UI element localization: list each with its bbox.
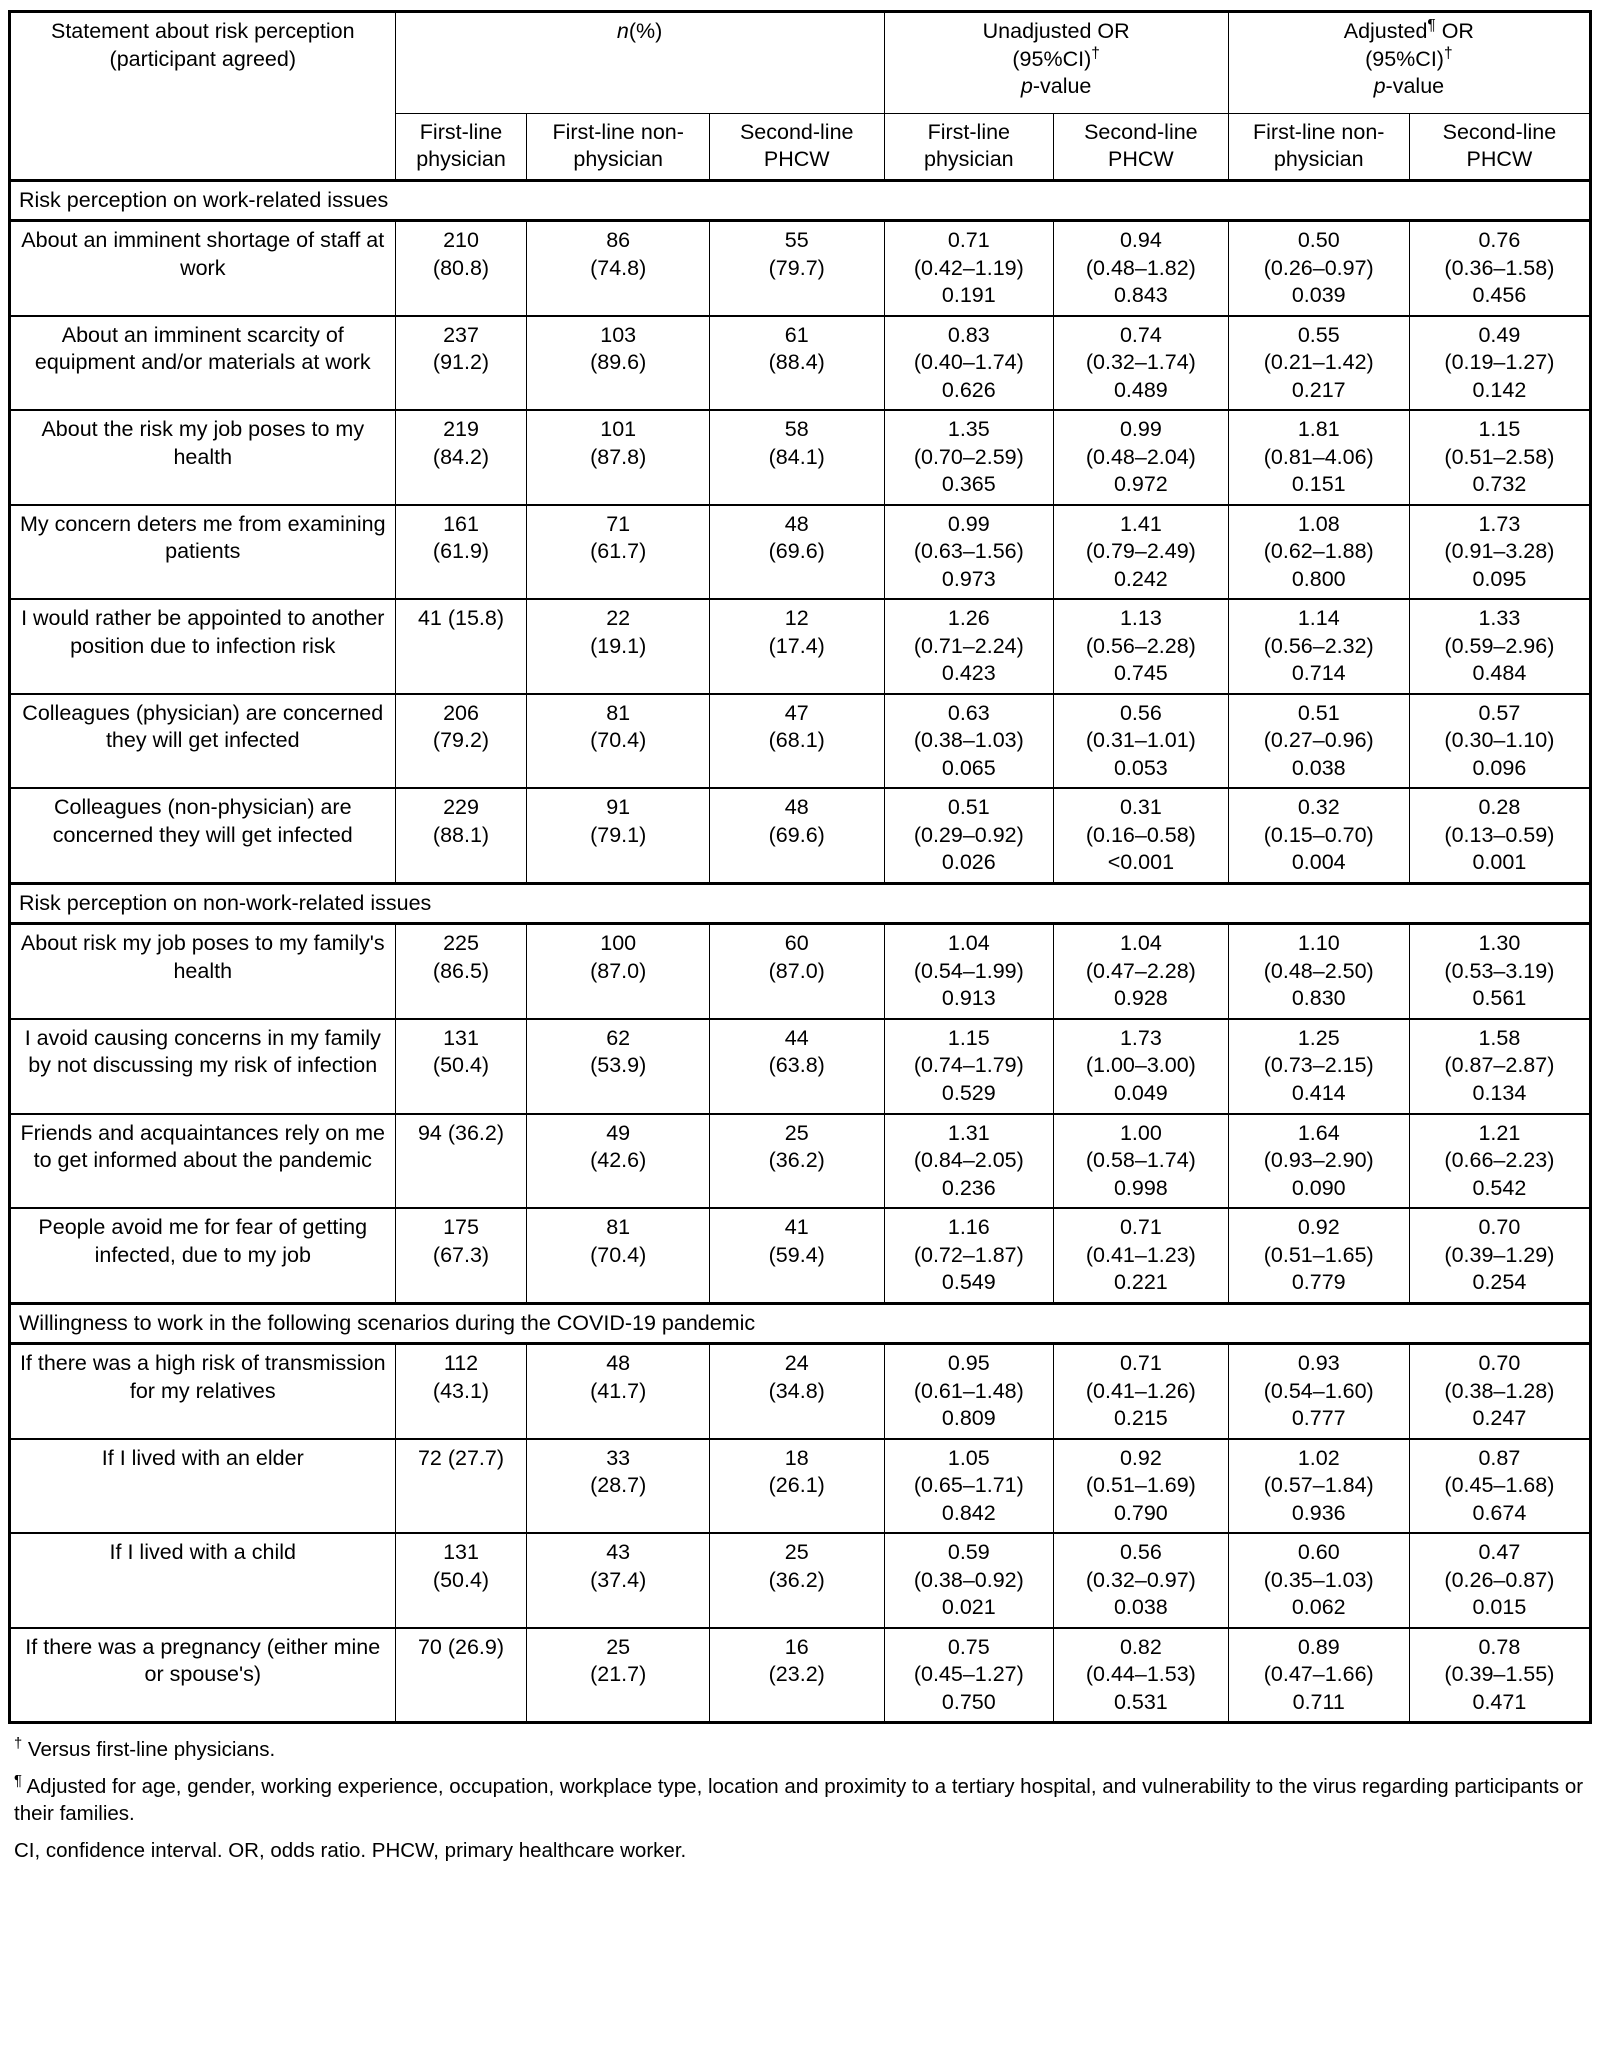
- table-row: [10, 1208, 1591, 1303]
- footnote-text: CI, confidence interval. OR, odds ratio. PHCW, primary healthcare worker.: [14, 1838, 687, 1862]
- statement-cell: If there was a pregnancy (either mine or spouse's): [10, 1628, 396, 1723]
- section-title: Risk perception on work-related issues: [10, 180, 1591, 221]
- unadjusted-second-line-phcw: 1.41 (0.79–2.49) 0.242: [1054, 505, 1229, 600]
- pilcrow-marker-icon: ¶: [1427, 16, 1436, 34]
- table-row: [10, 599, 1591, 694]
- header-group-adjusted-or: [1228, 12, 1590, 114]
- n-second-line-phcw: 12 (17.4): [709, 599, 884, 694]
- n-first-line-physician: 210 (80.8): [395, 221, 527, 316]
- adjusted-second-line-phcw: 1.73 (0.91–3.28) 0.095: [1409, 505, 1590, 600]
- adjusted-first-line-non-physician: 1.08 (0.62–1.88) 0.800: [1228, 505, 1409, 600]
- unadjusted-second-line-phcw: 0.71 (0.41–1.23) 0.221: [1054, 1208, 1229, 1303]
- subheader-adj-first-line-non-physician: First-line non-physician: [1228, 113, 1409, 180]
- adjusted-second-line-phcw: 1.33 (0.59–2.96) 0.484: [1409, 599, 1590, 694]
- adjusted-first-line-non-physician: 1.02 (0.57–1.84) 0.936: [1228, 1439, 1409, 1534]
- statement-cell: My concern deters me from examining patients: [10, 505, 396, 600]
- subheader-n-first-line-non-physician: First-line non-physician: [527, 113, 709, 180]
- footnote-3: [14, 1837, 1588, 1864]
- n-first-line-physician: 219 (84.2): [395, 410, 527, 505]
- n-second-line-phcw: 47 (68.1): [709, 694, 884, 789]
- statement-cell: About an imminent scarcity of equipment and/or materials at work: [10, 316, 396, 411]
- adjusted-first-line-non-physician: 0.51 (0.27–0.96) 0.038: [1228, 694, 1409, 789]
- table-row: [10, 221, 1591, 316]
- n-first-line-non-physician: 100 (87.0): [527, 924, 709, 1019]
- n-second-line-phcw: 60 (87.0): [709, 924, 884, 1019]
- unadjusted-second-line-phcw: 0.71 (0.41–1.26) 0.215: [1054, 1344, 1229, 1439]
- n-first-line-non-physician: 62 (53.9): [527, 1019, 709, 1114]
- statement-cell: I avoid causing concerns in my family by not discussing my risk of infection: [10, 1019, 396, 1114]
- adjusted-second-line-phcw: 0.28 (0.13–0.59) 0.001: [1409, 788, 1590, 883]
- n-first-line-physician: 229 (88.1): [395, 788, 527, 883]
- n-second-line-phcw: 61 (88.4): [709, 316, 884, 411]
- adjusted-second-line-phcw: 1.21 (0.66–2.23) 0.542: [1409, 1114, 1590, 1209]
- adjusted-first-line-non-physician: 0.55 (0.21–1.42) 0.217: [1228, 316, 1409, 411]
- adjusted-second-line-phcw: 0.70 (0.38–1.28) 0.247: [1409, 1344, 1590, 1439]
- section-header-row: [10, 1303, 1591, 1344]
- header-adjusted-ci: [1236, 46, 1582, 74]
- table-row: [10, 1344, 1591, 1439]
- adjusted-second-line-phcw: 0.76 (0.36–1.58) 0.456: [1409, 221, 1590, 316]
- unadjusted-first-line-physician: 0.83 (0.40–1.74) 0.626: [884, 316, 1053, 411]
- unadjusted-second-line-phcw: 0.56 (0.31–1.01) 0.053: [1054, 694, 1229, 789]
- n-second-line-phcw: 48 (69.6): [709, 788, 884, 883]
- unadjusted-second-line-phcw: 0.56 (0.32–0.97) 0.038: [1054, 1533, 1229, 1628]
- unadjusted-first-line-physician: 0.59 (0.38–0.92) 0.021: [884, 1533, 1053, 1628]
- unadjusted-second-line-phcw: 0.99 (0.48–2.04) 0.972: [1054, 410, 1229, 505]
- adjusted-second-line-phcw: 0.87 (0.45–1.68) 0.674: [1409, 1439, 1590, 1534]
- subheader-unadj-first-line-physician: First-line physician: [884, 113, 1053, 180]
- statement-cell: Colleagues (non-physician) are concerned they will get infected: [10, 788, 396, 883]
- section-header-row: [10, 883, 1591, 924]
- n-first-line-non-physician: 48 (41.7): [527, 1344, 709, 1439]
- header-ci-text: (95%CI): [1012, 46, 1092, 71]
- n-first-line-physician: 206 (79.2): [395, 694, 527, 789]
- adjusted-second-line-phcw: 1.15 (0.51–2.58) 0.732: [1409, 410, 1590, 505]
- n-second-line-phcw: 18 (26.1): [709, 1439, 884, 1534]
- statement-cell: I would rather be appointed to another position due to infection risk: [10, 599, 396, 694]
- table-row: [10, 788, 1591, 883]
- table-row: [10, 1019, 1591, 1114]
- footnote-marker-icon: †: [14, 1736, 23, 1753]
- section-header-row: [10, 180, 1591, 221]
- n-first-line-non-physician: 25 (21.7): [527, 1628, 709, 1723]
- unadjusted-first-line-physician: 1.26 (0.71–2.24) 0.423: [884, 599, 1053, 694]
- header-n-italic: n: [616, 19, 629, 43]
- n-second-line-phcw: 58 (84.1): [709, 410, 884, 505]
- n-second-line-phcw: 41 (59.4): [709, 1208, 884, 1303]
- header-unadjusted-title: Unadjusted OR: [982, 19, 1130, 43]
- n-first-line-physician: 70 (26.9): [395, 1628, 527, 1723]
- risk-perception-table: [8, 10, 1592, 1724]
- adjusted-first-line-non-physician: 0.50 (0.26–0.97) 0.039: [1228, 221, 1409, 316]
- unadjusted-second-line-phcw: 0.92 (0.51–1.69) 0.790: [1054, 1439, 1229, 1534]
- dagger-marker-icon-2: †: [1443, 44, 1453, 62]
- footnote-1: [14, 1736, 1588, 1763]
- n-first-line-non-physician: 49 (42.6): [527, 1114, 709, 1209]
- statement-cell: About an imminent shortage of staff at work: [10, 221, 396, 316]
- table-row: [10, 1533, 1591, 1628]
- n-first-line-physician: 161 (61.9): [395, 505, 527, 600]
- n-first-line-non-physician: 86 (74.8): [527, 221, 709, 316]
- unadjusted-first-line-physician: 1.31 (0.84–2.05) 0.236: [884, 1114, 1053, 1209]
- header-group-n-percent: [395, 12, 884, 114]
- table-row: [10, 410, 1591, 505]
- unadjusted-first-line-physician: 1.35 (0.70–2.59) 0.365: [884, 410, 1053, 505]
- adjusted-first-line-non-physician: 0.60 (0.35–1.03) 0.062: [1228, 1533, 1409, 1628]
- header-row-groups: [10, 12, 1591, 114]
- unadjusted-second-line-phcw: 0.74 (0.32–1.74) 0.489: [1054, 316, 1229, 411]
- adjusted-second-line-phcw: 0.57 (0.30–1.10) 0.096: [1409, 694, 1590, 789]
- statement-cell: Friends and acquaintances rely on me to get informed about the pandemic: [10, 1114, 396, 1209]
- footnote-text: Adjusted for age, gender, working experience, occupation, workplace type, location and proximity to a tertiary hospital, and vulnerability to the virus regarding participants or their families.: [14, 1774, 1584, 1826]
- table-header: [10, 12, 1591, 181]
- unadjusted-second-line-phcw: 1.73 (1.00–3.00) 0.049: [1054, 1019, 1229, 1114]
- statement-cell: Colleagues (physician) are concerned they will get infected: [10, 694, 396, 789]
- adjusted-first-line-non-physician: 0.32 (0.15–0.70) 0.004: [1228, 788, 1409, 883]
- statement-cell: About risk my job poses to my family's health: [10, 924, 396, 1019]
- n-first-line-physician: 131 (50.4): [395, 1533, 527, 1628]
- unadjusted-first-line-physician: 1.15 (0.74–1.79) 0.529: [884, 1019, 1053, 1114]
- header-adjusted-text: Adjusted: [1343, 19, 1428, 43]
- unadjusted-first-line-physician: 0.71 (0.42–1.19) 0.191: [884, 221, 1053, 316]
- adjusted-first-line-non-physician: 0.89 (0.47–1.66) 0.711: [1228, 1628, 1409, 1723]
- n-second-line-phcw: 48 (69.6): [709, 505, 884, 600]
- table-row: [10, 1114, 1591, 1209]
- n-first-line-non-physician: 33 (28.7): [527, 1439, 709, 1534]
- n-second-line-phcw: 44 (63.8): [709, 1019, 884, 1114]
- table-row: [10, 316, 1591, 411]
- n-first-line-non-physician: 103 (89.6): [527, 316, 709, 411]
- subheader-adj-second-line-phcw: Second-line PHCW: [1409, 113, 1590, 180]
- unadjusted-first-line-physician: 1.04 (0.54–1.99) 0.913: [884, 924, 1053, 1019]
- unadjusted-second-line-phcw: 0.94 (0.48–1.82) 0.843: [1054, 221, 1229, 316]
- statement-cell: People avoid me for fear of getting infected, due to my job: [10, 1208, 396, 1303]
- header-ci-text-2: (95%CI): [1365, 46, 1444, 71]
- unadjusted-second-line-phcw: 1.13 (0.56–2.28) 0.745: [1054, 599, 1229, 694]
- table-footnotes: [8, 1724, 1592, 1864]
- adjusted-first-line-non-physician: 0.92 (0.51–1.65) 0.779: [1228, 1208, 1409, 1303]
- n-first-line-physician: 112 (43.1): [395, 1344, 527, 1439]
- n-first-line-non-physician: 43 (37.4): [527, 1533, 709, 1628]
- footnote-marker-icon: ¶: [14, 1772, 22, 1789]
- header-statement-col: Statement about risk perception (participant agreed): [10, 12, 396, 181]
- statement-cell: If there was a high risk of transmission for my relatives: [10, 1344, 396, 1439]
- unadjusted-first-line-physician: 1.16 (0.72–1.87) 0.549: [884, 1208, 1053, 1303]
- header-group-unadjusted-or: [884, 12, 1228, 114]
- unadjusted-first-line-physician: 0.51 (0.29–0.92) 0.026: [884, 788, 1053, 883]
- unadjusted-second-line-phcw: 0.82 (0.44–1.53) 0.531: [1054, 1628, 1229, 1723]
- unadjusted-second-line-phcw: 1.04 (0.47–2.28) 0.928: [1054, 924, 1229, 1019]
- header-unadjusted-ci: [892, 46, 1221, 74]
- adjusted-first-line-non-physician: 1.25 (0.73–2.15) 0.414: [1228, 1019, 1409, 1114]
- table-body: [10, 180, 1591, 1723]
- n-first-line-non-physician: 91 (79.1): [527, 788, 709, 883]
- adjusted-second-line-phcw: 0.47 (0.26–0.87) 0.015: [1409, 1533, 1590, 1628]
- table-row: [10, 694, 1591, 789]
- n-first-line-physician: 175 (67.3): [395, 1208, 527, 1303]
- n-first-line-physician: 72 (27.7): [395, 1439, 527, 1534]
- n-second-line-phcw: 25 (36.2): [709, 1114, 884, 1209]
- statement-cell: About the risk my job poses to my health: [10, 410, 396, 505]
- adjusted-first-line-non-physician: 1.81 (0.81–4.06) 0.151: [1228, 410, 1409, 505]
- n-first-line-physician: 41 (15.8): [395, 599, 527, 694]
- n-first-line-physician: 225 (86.5): [395, 924, 527, 1019]
- n-first-line-physician: 237 (91.2): [395, 316, 527, 411]
- subheader-unadj-second-line-phcw: Second-line PHCW: [1054, 113, 1229, 180]
- header-adjusted-tail: OR: [1435, 19, 1474, 43]
- subheader-n-first-line-physician: First-line physician: [395, 113, 527, 180]
- adjusted-second-line-phcw: 0.70 (0.39–1.29) 0.254: [1409, 1208, 1590, 1303]
- adjusted-second-line-phcw: 0.49 (0.19–1.27) 0.142: [1409, 316, 1590, 411]
- n-second-line-phcw: 55 (79.7): [709, 221, 884, 316]
- adjusted-first-line-non-physician: 1.10 (0.48–2.50) 0.830: [1228, 924, 1409, 1019]
- footnote-2: [14, 1773, 1588, 1828]
- n-first-line-non-physician: 81 (70.4): [527, 694, 709, 789]
- statement-cell: If I lived with an elder: [10, 1439, 396, 1534]
- subheader-n-second-line-phcw: Second-line PHCW: [709, 113, 884, 180]
- header-n-percent: (%): [628, 19, 663, 43]
- section-title: Risk perception on non-work-related issues: [10, 883, 1591, 924]
- adjusted-second-line-phcw: 1.58 (0.87–2.87) 0.134: [1409, 1019, 1590, 1114]
- adjusted-first-line-non-physician: 1.64 (0.93–2.90) 0.090: [1228, 1114, 1409, 1209]
- footnote-text: Versus first-line physicians.: [22, 1738, 276, 1762]
- statement-cell: If I lived with a child: [10, 1533, 396, 1628]
- unadjusted-first-line-physician: 0.63 (0.38–1.03) 0.065: [884, 694, 1053, 789]
- n-first-line-non-physician: 101 (87.8): [527, 410, 709, 505]
- section-title: Willingness to work in the following scenarios during the COVID-19 pandemic: [10, 1303, 1591, 1344]
- table-row: [10, 1628, 1591, 1723]
- n-second-line-phcw: 24 (34.8): [709, 1344, 884, 1439]
- n-first-line-non-physician: 71 (61.7): [527, 505, 709, 600]
- dagger-marker-icon: †: [1091, 44, 1100, 62]
- unadjusted-first-line-physician: 0.99 (0.63–1.56) 0.973: [884, 505, 1053, 600]
- header-adjusted-title: [1236, 18, 1582, 46]
- n-first-line-non-physician: 81 (70.4): [527, 1208, 709, 1303]
- n-second-line-phcw: 25 (36.2): [709, 1533, 884, 1628]
- unadjusted-first-line-physician: 0.95 (0.61–1.48) 0.809: [884, 1344, 1053, 1439]
- unadjusted-second-line-phcw: 1.00 (0.58–1.74) 0.998: [1054, 1114, 1229, 1209]
- n-first-line-physician: 131 (50.4): [395, 1019, 527, 1114]
- adjusted-first-line-non-physician: 0.93 (0.54–1.60) 0.777: [1228, 1344, 1409, 1439]
- adjusted-second-line-phcw: 1.30 (0.53–3.19) 0.561: [1409, 924, 1590, 1019]
- n-first-line-non-physician: 22 (19.1): [527, 599, 709, 694]
- n-first-line-physician: 94 (36.2): [395, 1114, 527, 1209]
- table-row: [10, 1439, 1591, 1534]
- n-second-line-phcw: 16 (23.2): [709, 1628, 884, 1723]
- adjusted-first-line-non-physician: 1.14 (0.56–2.32) 0.714: [1228, 599, 1409, 694]
- unadjusted-second-line-phcw: 0.31 (0.16–0.58) <0.001: [1054, 788, 1229, 883]
- adjusted-second-line-phcw: 0.78 (0.39–1.55) 0.471: [1409, 1628, 1590, 1723]
- table-row: [10, 505, 1591, 600]
- unadjusted-first-line-physician: 1.05 (0.65–1.71) 0.842: [884, 1439, 1053, 1534]
- unadjusted-first-line-physician: 0.75 (0.45–1.27) 0.750: [884, 1628, 1053, 1723]
- header-unadjusted-pvalue: p-value: [1020, 74, 1092, 99]
- header-adjusted-pvalue: p-value: [1373, 74, 1445, 99]
- table-row: [10, 924, 1591, 1019]
